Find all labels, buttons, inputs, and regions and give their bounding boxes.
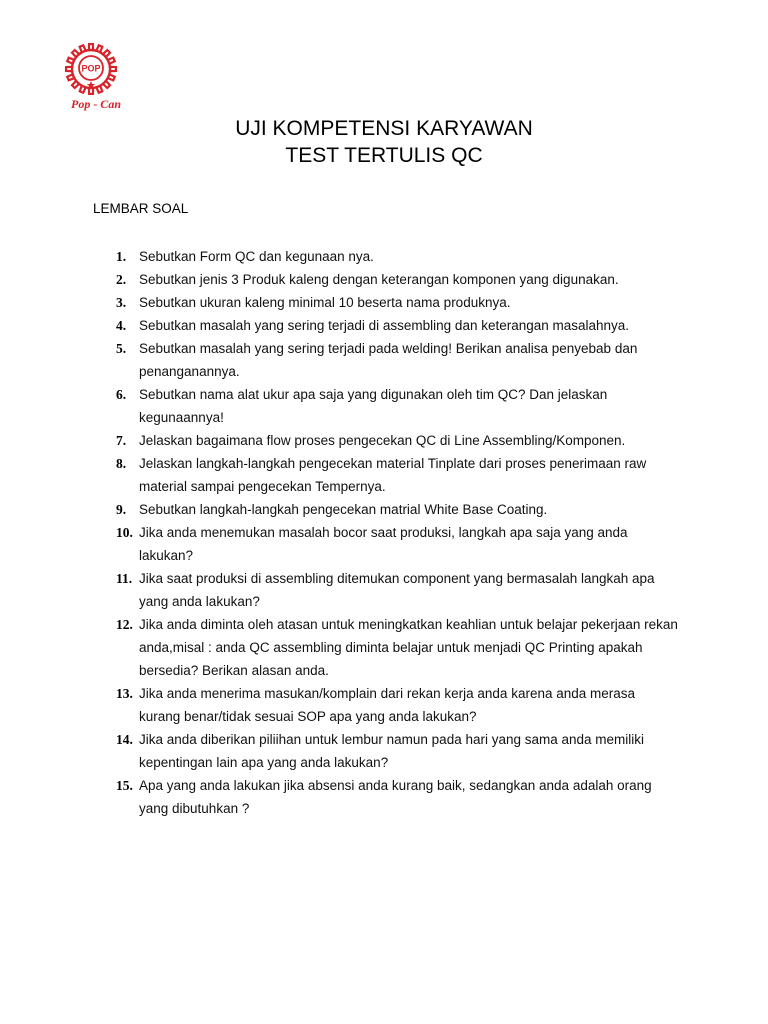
question-number: 1. xyxy=(116,249,127,264)
question-number: 7. xyxy=(116,433,127,448)
question-number: 12. xyxy=(116,617,133,632)
question-number: 3. xyxy=(116,295,127,310)
question-item xyxy=(0,337,768,383)
document-title xyxy=(0,115,768,169)
question-text: Jika anda menerima masukan/komplain dari rekan kerja anda karena anda merasa kurang benar/tidak sesuai SOP apa yang anda lakukan? xyxy=(139,686,636,724)
section-heading: LEMBAR SOAL xyxy=(93,201,189,216)
question-item xyxy=(0,314,768,337)
question-item xyxy=(0,567,768,613)
question-item xyxy=(0,774,768,820)
question-text: Sebutkan masalah yang sering terjadi di assembling dan keterangan masalahnya. xyxy=(139,318,630,333)
question-text: Jika anda menemukan masalah bocor saat produksi, langkah apa saja yang anda lakukan? xyxy=(139,525,628,563)
question-text: Jelaskan langkah-langkah pengecekan material Tinplate dari proses penerimaan raw material sampai pengecekan Tempernya. xyxy=(139,456,647,494)
question-text: Jika saat produksi di assembling ditemukan component yang bermasalah langkah apa yang anda lakukan? xyxy=(139,571,655,609)
question-item xyxy=(0,728,768,774)
title-line-2: TEST TERTULIS QC xyxy=(285,144,483,167)
question-number: 8. xyxy=(116,456,127,471)
question-text: Sebutkan jenis 3 Produk kaleng dengan keterangan komponen yang digunakan. xyxy=(139,272,619,287)
question-number: 11. xyxy=(116,571,133,586)
question-item xyxy=(0,245,768,268)
logo-badge-text: POP xyxy=(81,63,101,74)
question-number: 10. xyxy=(116,525,133,540)
question-text: Apa yang anda lakukan jika absensi anda kurang baik, sedangkan anda adalah orang yang dibutuhkan ? xyxy=(139,778,652,816)
question-text: Sebutkan nama alat ukur apa saja yang digunakan oleh tim QC? Dan jelaskan kegunaannya! xyxy=(139,387,608,425)
question-number: 4. xyxy=(116,318,127,333)
title-line-1: UJI KOMPETENSI KARYAWAN xyxy=(235,117,533,140)
question-text: Sebutkan ukuran kaleng minimal 10 beserta nama produknya. xyxy=(139,295,511,310)
question-text: Sebutkan langkah-langkah pengecekan matrial White Base Coating. xyxy=(139,502,548,517)
question-number: 2. xyxy=(116,272,127,287)
question-item xyxy=(0,521,768,567)
question-number: 6. xyxy=(116,387,127,402)
question-item xyxy=(0,268,768,291)
logo-brand-text: Pop - Can xyxy=(70,97,122,111)
question-text: Jelaskan bagaimana flow proses pengecekan QC di Line Assembling/Komponen. xyxy=(139,433,626,448)
question-item xyxy=(0,682,768,728)
question-text: Sebutkan masalah yang sering terjadi pada welding! Berikan analisa penyebab dan penanganannya. xyxy=(139,341,638,379)
question-number: 9. xyxy=(116,502,127,517)
company-logo xyxy=(58,42,134,112)
question-number: 14. xyxy=(116,732,133,747)
gear-logo-icon xyxy=(58,42,134,112)
question-number: 5. xyxy=(116,341,127,356)
question-text: Jika anda diminta oleh atasan untuk meningkatkan keahlian untuk belajar pekerjaan rekan anda,misal : anda QC assembling diminta belajar untuk menjadi QC Printing apakah bersedia? Berikan alasan anda. xyxy=(139,617,678,678)
question-item xyxy=(0,498,768,521)
question-item xyxy=(0,613,768,682)
question-number: 15. xyxy=(116,778,133,793)
question-list xyxy=(0,245,768,820)
question-item xyxy=(0,452,768,498)
question-item xyxy=(0,429,768,452)
question-item xyxy=(0,383,768,429)
question-text: Sebutkan Form QC dan kegunaan nya. xyxy=(139,249,374,264)
question-number: 13. xyxy=(116,686,133,701)
question-text: Jika anda diberikan piliihan untuk lembur namun pada hari yang sama anda memiliki kepentingan lain apa yang anda lakukan? xyxy=(139,732,645,770)
question-item xyxy=(0,291,768,314)
